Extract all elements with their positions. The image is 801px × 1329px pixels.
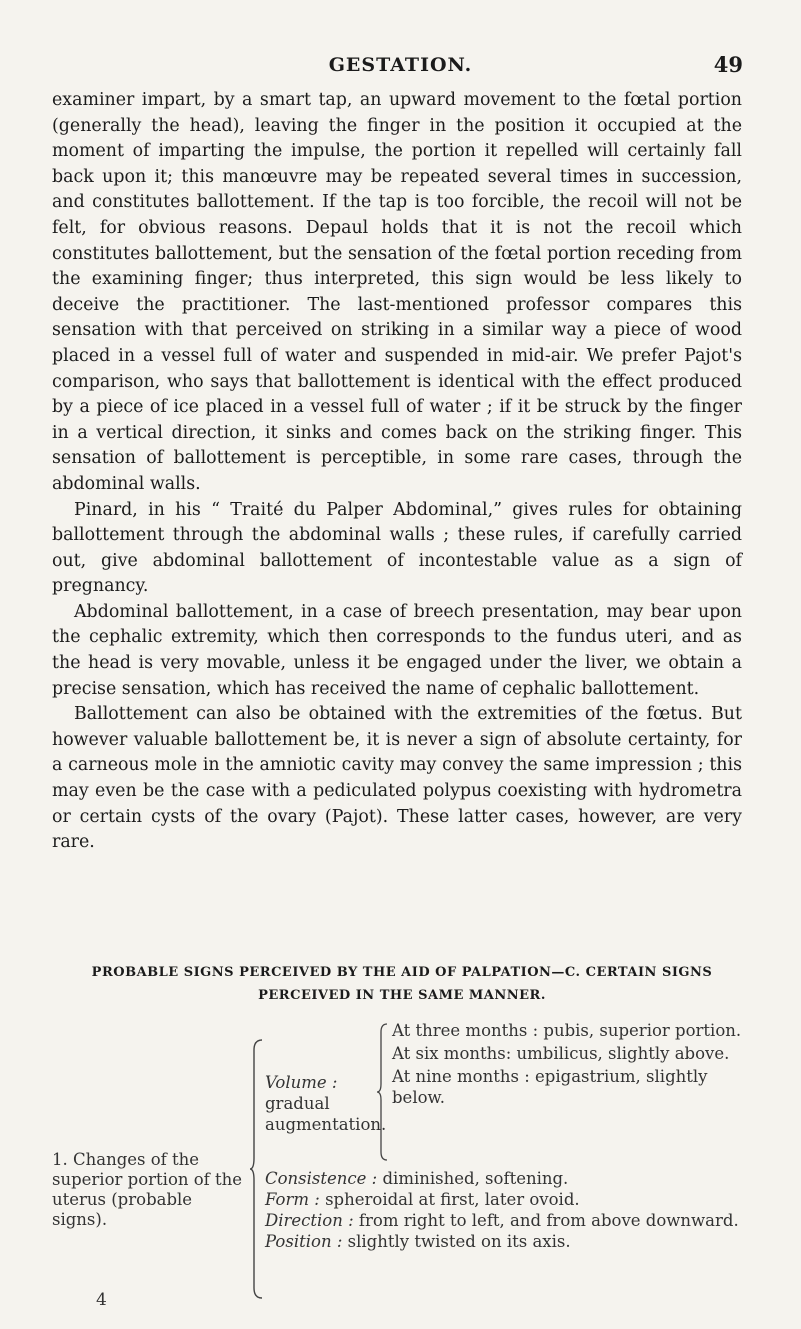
outer-brace-icon	[250, 1038, 264, 1300]
sign-entry	[265, 1168, 745, 1189]
running-head: GESTATION.	[328, 54, 473, 76]
sign-term: Direction :	[265, 1211, 354, 1230]
paragraph: Abdominal ballottement, in a case of breech presentation, may bear upon the cephalic extremity, which then corresponds to the fundus uteri, and as the head is very movable, unless it be engaged under the liver, we obtain a precise sensation, which has received the name of cephalic ballottement.	[52, 601, 742, 699]
signature-mark: 4	[96, 1290, 107, 1310]
month-entry: At three months : pubis, superior portion.	[392, 1021, 742, 1040]
item-label: 1. Changes of the superior portion of the uterus (probable signs).	[52, 1150, 243, 1229]
sign-desc: from right to left, and from above downward.	[358, 1211, 739, 1230]
sign-desc: spheroidal at first, later ovoid.	[325, 1190, 580, 1209]
sign-entry	[265, 1231, 745, 1252]
page-header	[0, 52, 801, 92]
sign-term: Position :	[265, 1232, 343, 1251]
sign-desc: diminished, softening.	[382, 1169, 569, 1188]
body-text	[52, 88, 742, 856]
sign-term: Form :	[265, 1190, 320, 1209]
signs-table	[52, 1020, 752, 1320]
sign-entry	[265, 1210, 745, 1231]
paragraph: examiner impart, by a smart tap, an upward movement to the fœtal portion (generally the head), leaving the finger in the position it occupied at the moment of imparting the impulse, the portion it repelled will certainly fall back upon it; this manœuvre may be repeated several times in succession, and constitutes ballottement. If the tap is too forcible, the recoil will not be felt, for obvious reasons. Depaul holds that it is not the recoil which constitutes ballottement, but the sensation of the fœtal portion receding from the examining finger; thus interpreted, this sign would be less likely to deceive the practitioner. The last-mentioned professor compares this sensation with that perceived on striking in a similar way a piece of wood placed in a vessel full of water and suspended in mid-air. We prefer Pajot's comparison, who says that ballottement is identical with the effect produced by a piece of ice placed in a vessel full of water ; if it be struck by the finger in a vertical direction, it sinks and comes back on the striking finger. This sensation of ballottement is perceptible, in some rare cases, through the abdominal walls.	[52, 90, 742, 494]
other-signs-list	[265, 1168, 745, 1252]
month-entry: At six months: umbilicus, slightly above.	[392, 1044, 730, 1063]
paragraph: Ballottement can also be obtained with the extremities of the fœtus. But however valuable ballottement be, it is never a sign of absolute certainty, for a carneous mole in the amniotic cavity may convey the same impression ; this may even be the case with a pediculated polypus coexisting with hydrometra or certain cysts of the ovary (Pajot). These latter cases, however, are very rare.	[52, 704, 742, 853]
sign-desc: slightly twisted on its axis.	[347, 1232, 571, 1251]
page-number: 49	[713, 52, 743, 77]
months-brace-icon	[377, 1022, 389, 1162]
volume-entry	[265, 1072, 385, 1135]
volume-term: Volume :	[265, 1073, 338, 1092]
section-heading: PROBABLE SIGNS PERCEIVED BY THE AID OF PALPATION—C. CERTAIN SIGNS PERCEIVED IN THE SAME MANNER.	[91, 965, 713, 1003]
month-entry: At nine months : epigastrium, slightly below.	[392, 1067, 708, 1107]
sign-entry	[265, 1189, 745, 1210]
paragraph: Pinard, in his “ Traité du Palper Abdominal,” gives rules for obtaining ballottement through the abdominal walls ; these rules, if carefully carried out, give abdominal ballottement of incontestable value as a sign of pregnancy.	[52, 499, 742, 597]
volume-desc: gradual augmentation.	[265, 1094, 387, 1134]
months-list	[392, 1020, 752, 1110]
sign-term: Consistence :	[265, 1169, 378, 1188]
